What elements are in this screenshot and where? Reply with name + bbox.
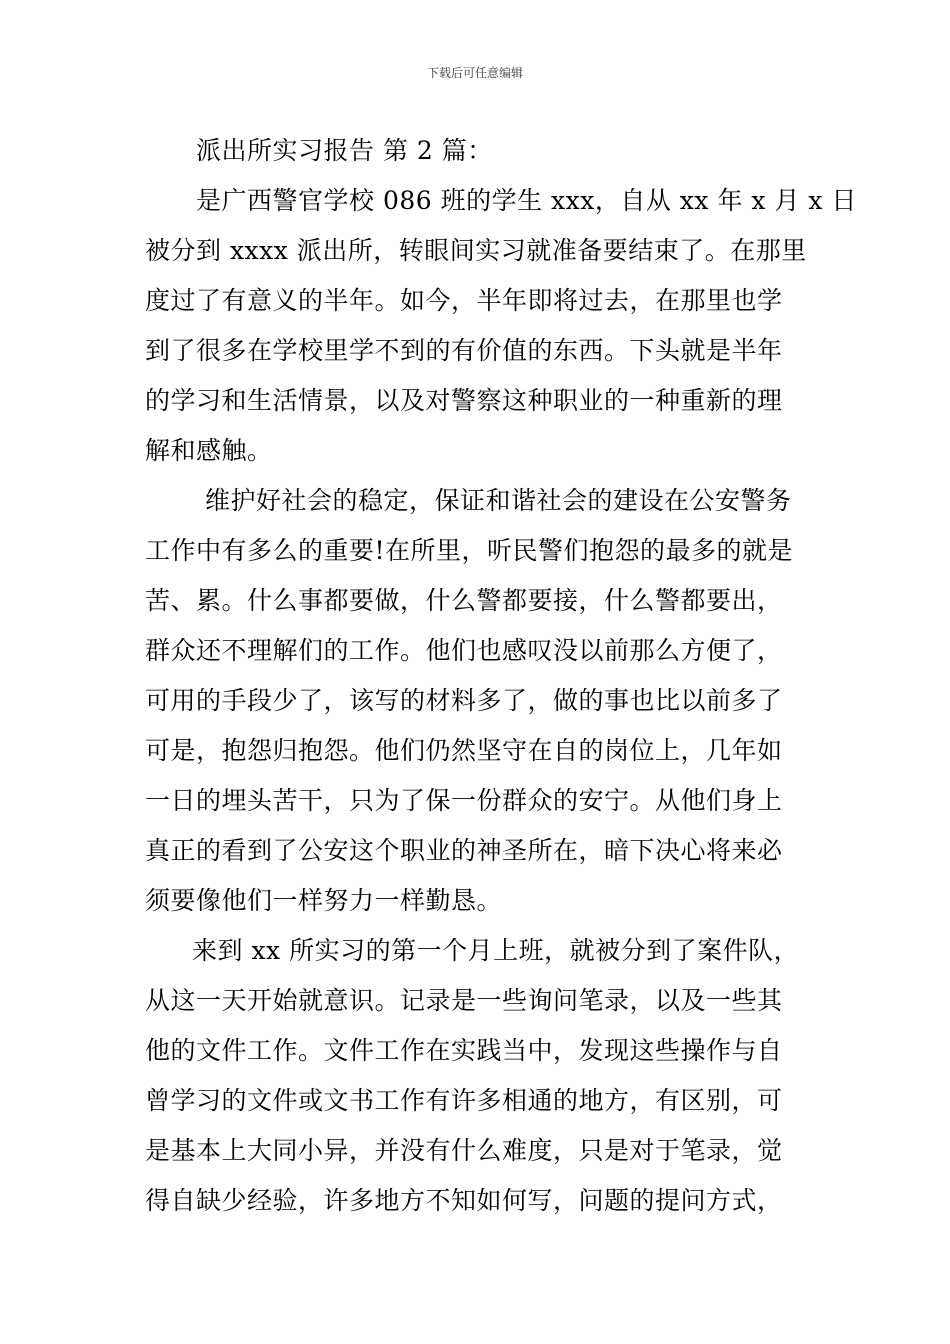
paragraph-line: 他的文件工作。文件工作在实践当中，发现这些操作与自	[145, 1036, 783, 1065]
page-header-note: 下载后可任意编辑	[426, 66, 523, 80]
paragraph-line: 群众还不理解们的工作。他们也感叹没以前那么方便了，	[145, 636, 783, 665]
paragraph-line: 得自缺少经验，许多地方不知如何写，问题的提问方式，	[145, 1186, 783, 1215]
paragraph-line: 可是，抱怨归抱怨。他们仍然坚守在自的岗位上，几年如	[145, 736, 783, 765]
paragraph-line: 是广西警官学校 086 班的学生 xxx，自从 xx 年 x 月 x 日	[196, 186, 857, 215]
paragraph-line: 维护好社会的稳定，保证和谐社会的建设在公安警务	[205, 486, 792, 515]
paragraph-line: 是基本上大同小异，并没有什么难度，只是对于笔录，觉	[145, 1136, 783, 1165]
paragraph-line: 苦、累。什么事都要做，什么警都要接，什么警都要出，	[145, 586, 783, 615]
paragraph-line: 解和感触。	[145, 436, 273, 465]
paragraph-1	[145, 176, 857, 476]
document-body	[145, 126, 857, 1226]
paragraph-2	[145, 476, 810, 926]
paragraph-line: 度过了有意义的半年。如今，半年即将过去，在那里也学	[145, 286, 783, 315]
paragraph-line: 真正的看到了公安这个职业的神圣所在，暗下决心将来必	[145, 836, 783, 865]
paragraph-line: 可用的手段少了，该写的材料多了，做的事也比以前多了	[145, 686, 783, 715]
paragraph-line: 须要像他们一样努力一样勤恳。	[145, 886, 503, 915]
paragraph-line: 到了很多在学校里学不到的有价值的东西。下头就是半年	[145, 336, 783, 365]
paragraph-line: 曾学习的文件或文书工作有许多相通的地方，有区别，可	[145, 1086, 783, 1115]
paragraph-line: 的学习和生活情景，以及对警察这种职业的一种重新的理	[145, 386, 783, 415]
paragraph-line: 来到 xx 所实习的第一个月上班，就被分到了案件队，	[192, 936, 800, 965]
document-title: 派出所实习报告 第 2 篇：	[196, 136, 493, 165]
paragraph-line: 一日的埋头苦干，只为了保一份群众的安宁。从他们身上	[145, 786, 783, 815]
paragraph-line: 从这一天开始就意识。记录是一些询问笔录，以及一些其	[145, 986, 783, 1015]
paragraph-line: 被分到 xxxx 派出所，转眼间实习就准备要结束了。在那里	[145, 236, 807, 265]
paragraph-3	[145, 926, 810, 1226]
paragraph-line: 工作中有多么的重要!在所里，听民警们抱怨的最多的就是	[145, 536, 794, 565]
